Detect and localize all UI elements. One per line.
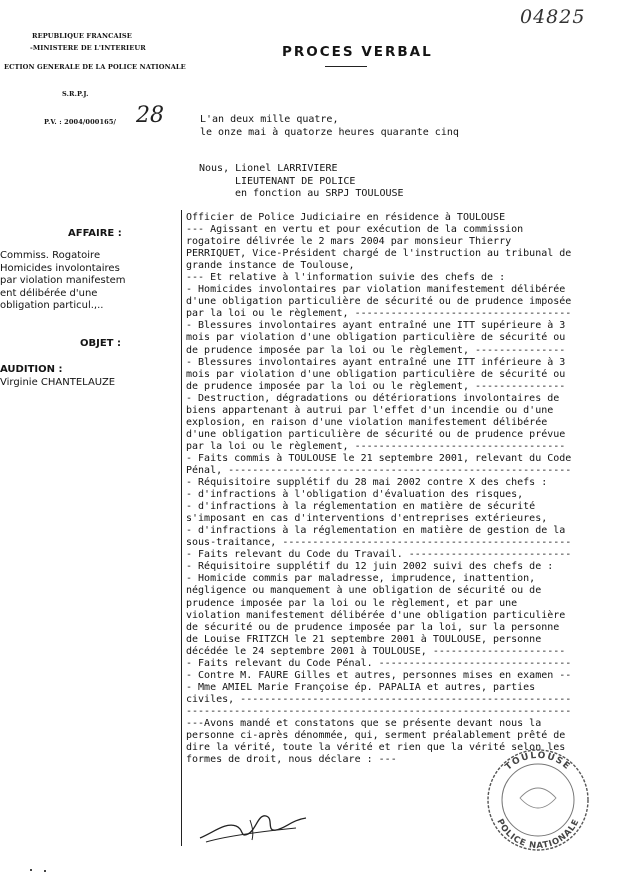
stamp-top-text: TOULOUSE <box>503 750 573 773</box>
body-line: d'une obligation particulière de sécurité ou de prudence prévue <box>186 428 566 440</box>
date-line: L'an deux mille quatre, <box>200 114 339 125</box>
body-line: mois par violation d'une obligation particulière de sécurité ou <box>186 332 566 344</box>
stamp-bottom-text: POLICE NATIONALE <box>494 817 582 852</box>
body-line: s'imposant en cas d'interventions d'entreprises extérieures, <box>186 513 548 525</box>
officer-block <box>199 163 404 201</box>
body-line: - Homicide commis par maladresse, imprudence, inattention, <box>186 573 536 585</box>
body-line: --- Agissant en vertu et pour exécution de la commission <box>186 224 524 236</box>
objet-details <box>0 364 115 389</box>
body-line: de prudence imposée par la loi ou le règlement, --------------- <box>186 344 566 356</box>
body-line: - Faits commis à TOULOUSE le 21 septembre 2001, relevant du Code <box>186 452 572 464</box>
body-line: grande instance de Toulouse, <box>186 260 355 272</box>
body-line: - Homicides involontaires par violation manifestement délibérée <box>186 284 566 296</box>
title-underline <box>325 66 367 67</box>
body-line: de sécurité ou de prudence imposée par la loi, sur la personne <box>186 621 560 633</box>
body-line: prudence imposée par la loi ou le règlement, et par une <box>186 597 518 609</box>
body-line: - d'infractions à la réglementation en matière de sécurité <box>186 501 536 513</box>
body-line: - d'infractions à l'obligation d'évaluation des risques, <box>186 489 524 501</box>
pv-number: P.V. : 2004/000165/ <box>44 118 117 126</box>
body-line: dire la vérité, toute la vérité et rien que la vérité selon les <box>186 742 566 754</box>
officer-rank: LIEUTENANT DE POLICE <box>235 175 356 187</box>
body-line: d'une obligation particulière de sécurité ou de prudence imposée <box>186 296 572 308</box>
body-line: - Faits relevant du Code du Travail. --------------------------- <box>186 549 572 561</box>
date-block <box>200 114 459 139</box>
body-line: - Blessures involontaires ayant entraîné une ITT supérieure à 3 <box>186 320 566 332</box>
body-line: - d'infractions à la réglementation en matière de gestion de la <box>186 525 566 537</box>
body-text <box>186 212 571 766</box>
body-line: de Louise FRITZCH le 21 septembre 2001 à TOULOUSE, personne <box>186 633 542 645</box>
body-line: - Mme AMIEL Marie Françoise ép. PAPALIA et autres, parties <box>186 681 536 693</box>
republic-header: REPUBLIQUE FRANCAISE <box>32 32 132 40</box>
body-line: - Réquisitoire supplétif du 12 juin 2002 suivi des chefs de : <box>186 561 554 573</box>
body-line: - Contre M. FAURE Gilles et autres, personnes mises en examen -- <box>186 669 572 681</box>
body-line: mois par violation d'une obligation particulière de sécurité ou <box>186 368 566 380</box>
body-line: - Réquisitoire supplétif du 28 mai 2002 contre X des chefs : <box>186 477 548 489</box>
svg-text:TOULOUSE <box>504 751 573 773</box>
affaire-line: Homicides involontaires <box>0 262 120 274</box>
date-line: le onze mai à quatorze heures quarante cinq <box>200 126 459 138</box>
body-line: explosion, en raison d'une violation manifestement délibérée <box>186 416 548 428</box>
body-line: PERRIQUET, Vice-Président chargé de l'instruction au tribunal de <box>186 248 572 260</box>
body-line: biens appartenant à autrui par l'effet d'un incendie ou d'une <box>186 404 554 416</box>
scan-artifact <box>44 870 46 872</box>
officer-posting: SRPJ TOULOUSE <box>325 188 404 199</box>
body-line: personne ci-après dénommée, qui, serment préalablement prêté de <box>186 730 566 742</box>
body-line: --- Et relative à l'information suivie des chefs de : <box>186 272 506 284</box>
body-line: - Blessures involontaires ayant entraîné une ITT inférieure à 3 <box>186 356 566 368</box>
page-title: PROCES VERBAL <box>282 44 433 60</box>
body-line: ---------------------------------------------------------------- <box>186 705 572 717</box>
body-line: décédée le 24 septembre 2001 à TOULOUSE, ---------------------- <box>186 645 566 657</box>
body-line: - Destruction, dégradations ou détériorations involontaires de <box>186 392 560 404</box>
affaire-details <box>0 250 126 313</box>
direction-header: ECTION GENERALE DE LA POLICE NATIONALE <box>4 63 186 71</box>
svg-text:POLICE NATIONALE <box>494 817 581 851</box>
affaire-heading: AFFAIRE : <box>68 228 122 239</box>
body-line: par la loi ou le règlement, ----------------------------------- <box>186 440 566 452</box>
affaire-line: par violation manifestem <box>0 275 126 286</box>
affaire-line: Commiss. Rogatoire <box>0 250 101 261</box>
objet-heading: OBJET : <box>80 338 121 349</box>
objet-line: AUDITION : <box>0 364 63 375</box>
body-line: violation manifestement délibérée d'une obligation particulière <box>186 609 566 621</box>
police-stamp <box>482 738 602 866</box>
scan-artifact <box>30 869 32 871</box>
body-line: Pénal, --------------------------------------------------------- <box>186 464 572 476</box>
body-line: - Faits relevant du Code Pénal. -------------------------------- <box>186 657 572 669</box>
body-line: formes de droit, nous déclare : --- <box>186 754 397 766</box>
body-line: civiles, ------------------------------------------------------- <box>186 693 572 705</box>
affaire-line: ent délibérée d'une <box>0 287 98 299</box>
service-header: S.R.P.J. <box>62 90 89 98</box>
pv-handwritten-number: 28 <box>136 103 164 128</box>
signature <box>196 792 316 848</box>
body-line: négligence ou manquement à une obligation de sécurité ou de <box>186 585 542 597</box>
body-line: rogatoire délivrée le 2 mars 2004 par monsieur Thierry <box>186 236 512 248</box>
handwritten-reference: 04825 <box>520 6 586 28</box>
body-line: par la loi ou le règlement, ------------------------------------ <box>186 308 572 320</box>
body-line: Officier de Police Judiciaire en résidence à TOULOUSE <box>186 212 506 223</box>
officer-posting-line: en fonction au SRPJ TOULOUSE <box>235 188 404 199</box>
margin-rule <box>181 210 182 846</box>
objet-line: Virginie CHANTELAUZE <box>0 376 116 388</box>
officer-surname: LARRIVIERE <box>277 163 338 174</box>
affaire-line: obligation particul.,.. <box>0 300 104 311</box>
body-line: de prudence imposée par la loi ou le règlement, --------------- <box>186 380 566 392</box>
ministry-header: -MINISTERE DE L'INTERIEUR <box>30 44 146 52</box>
body-line: sous-traitance, ------------------------------------------------ <box>186 537 572 549</box>
body-line: ---Avons mandé et constatons que se présente devant nous la <box>186 717 542 729</box>
officer-name-line: Nous, Lionel LARRIVIERE <box>199 163 338 174</box>
